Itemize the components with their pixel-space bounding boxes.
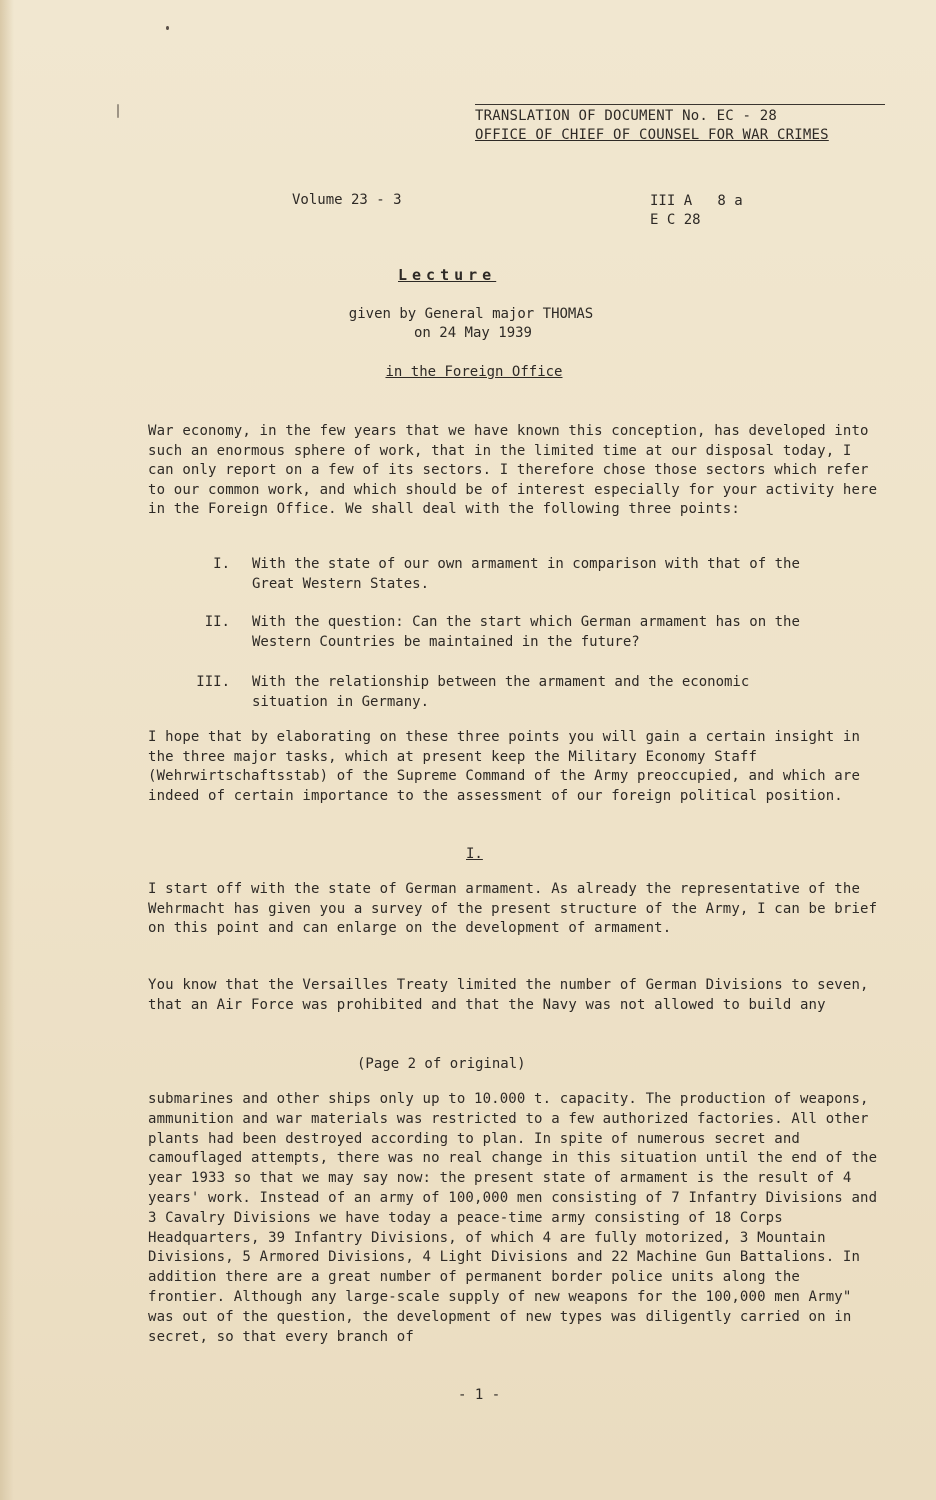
section-heading: I. — [466, 846, 483, 862]
subtitle-location: in the Foreign Office — [385, 364, 563, 380]
intro-paragraph: War economy, in the few years that we have known this conception, has developed into such an enormous sphere of work, that in the limited time at our disposal today, I can only report on a few of its sectors. I therefore chose those sectors which refer to our common work, and which should be of interest especially for your activity here in the Foreign Office. We shall deal with the following three points: — [148, 423, 878, 517]
point-text: With the relationship between the armament and the economic situation in Germany. — [252, 674, 750, 710]
section-paragraph: You know that the Versailles Treaty limited the number of German Divisions to seven, that an Air Force was prohibited and that the Navy was not allowed to build any — [148, 977, 869, 1013]
hope-paragraph: I hope that by elaborating on these three points you will gain a certain insight in the three major tasks, which at present keep the Military Economy Staff (Wehrwirtschaftsstab) of the Supreme Command of the Army preoccupied, and which are indeed of certain importance to the assessment of our foreign political position. — [148, 729, 861, 804]
point-number: II. — [204, 614, 230, 630]
document-title: Lecture — [398, 266, 497, 284]
ink-speck — [166, 26, 169, 30]
header-rule — [475, 104, 885, 105]
page-number: - 1 - — [458, 1387, 501, 1403]
document-code-line1: III A 8 a — [650, 193, 743, 209]
subtitle-date: on 24 May 1939 — [413, 325, 532, 341]
document-code-line2: E C 28 — [650, 212, 701, 228]
page-note: (Page 2 of original) — [357, 1056, 526, 1072]
ink-mark — [117, 104, 119, 118]
translation-header — [475, 104, 885, 145]
document-code — [650, 192, 743, 230]
section-paragraph: I start off with the state of German armament. As already the representative of the Wehrmacht has given you a survey of the present structure of the Army, I can be brief on this point and can enlarge on the development of armament. — [148, 881, 878, 936]
point-number: III. — [196, 674, 230, 690]
continuation-paragraph: submarines and other ships only up to 10.000 t. capacity. The production of weapons, ammunition and war materials was restricted to a few authorized factories. All other plants had been destroyed according to plan. In spite of numerous secret and camouflaged attempts, there was no real change in this situation until the end of the year 1933 so that we may say now: the present state of armament is the result of 4 years' work. Instead of an army of 100,000 men consisting of 7 Infantry Divisions and 3 Cavalry Divisions we have today a peace-time army consisting of 18 Corps Headquarters, 39 Infantry Divisions, of which 4 are fully motorized, 3 Mountain Divisions, 5 Armored Divisions, 4 Light Divisions and 22 Machine Gun Battalions. In addition there are a great number of permanent border police units along the frontier. Although any large-scale supply of new weapons for the 100,000 men Army" was out of the question, the development of new types was diligently carried on in secret, so that every branch of — [148, 1091, 878, 1345]
header-document-number: TRANSLATION OF DOCUMENT No. EC - 28 — [475, 108, 778, 124]
paper-edge — [0, 0, 14, 1500]
subtitle-speaker: given by General major THOMAS — [348, 306, 594, 322]
volume-reference: Volume 23 - 3 — [292, 192, 402, 208]
point-text: With the question: Can the start which German armament has on the Western Countries be maintained in the future? — [252, 614, 800, 650]
header-office: OFFICE OF CHIEF OF COUNSEL FOR WAR CRIMES — [475, 127, 829, 143]
point-number: I. — [213, 556, 230, 572]
point-text: With the state of our own armament in comparison with that of the Great Western States. — [252, 556, 800, 592]
